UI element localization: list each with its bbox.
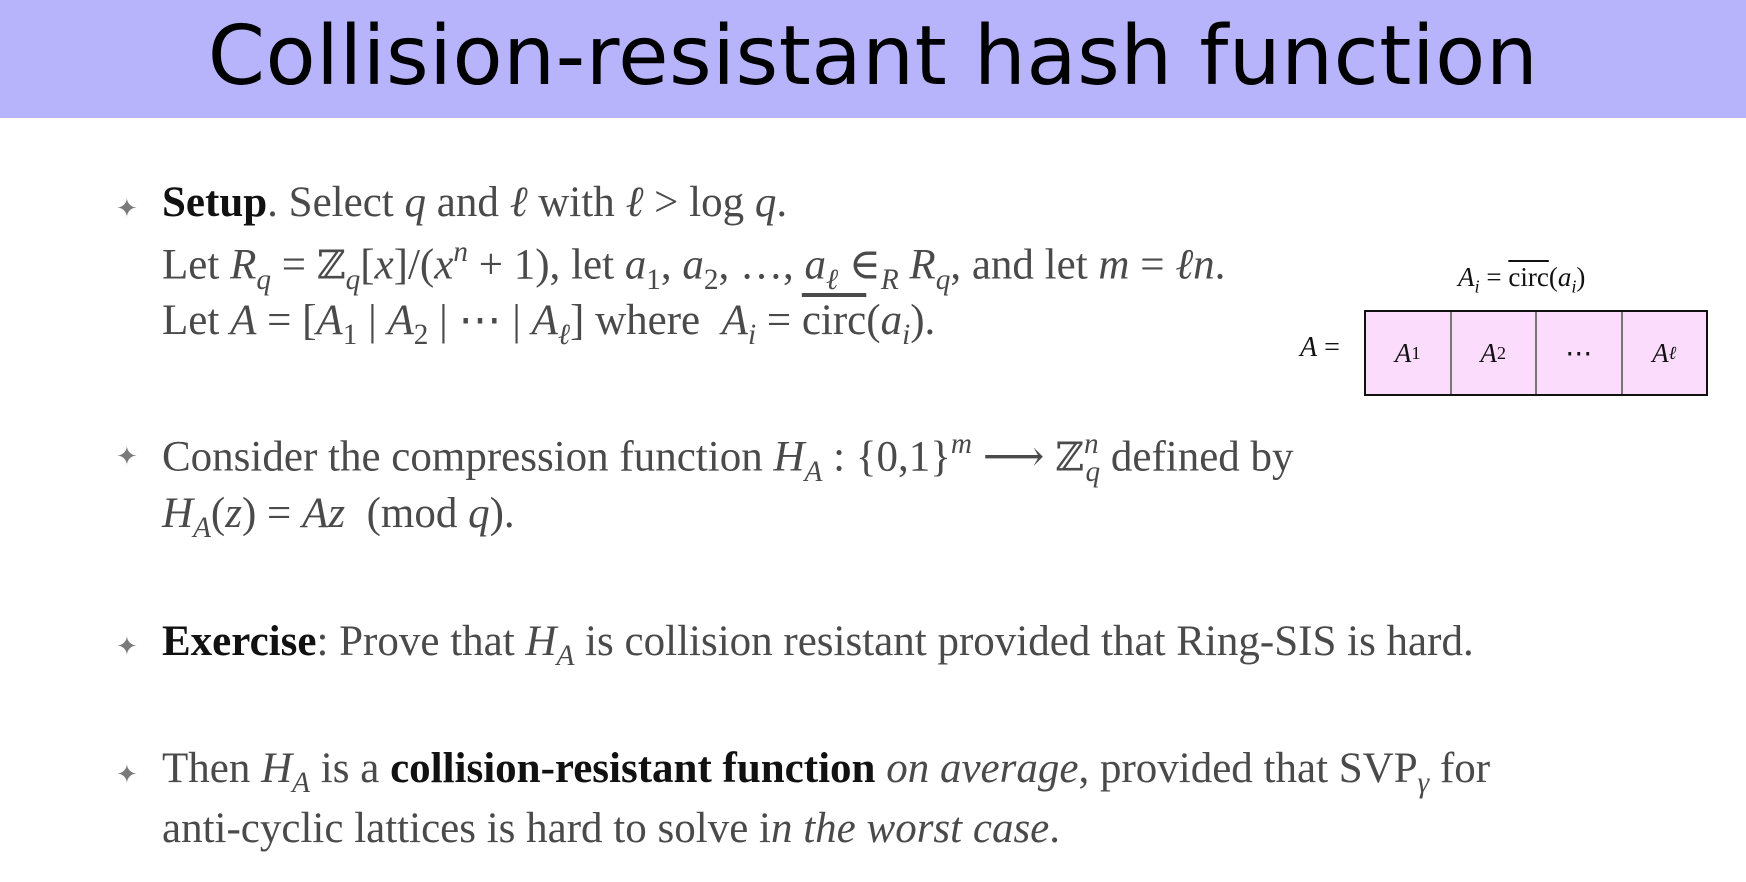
bullet-1-line-1 — [162, 178, 787, 227]
italic-term: on average — [886, 745, 1079, 792]
diagram-caption: $A_i$ = $circ(a_i)$ — [1458, 262, 1586, 297]
matrix-cell-a1: A 1 — [1366, 312, 1452, 394]
bullet-marker-icon: ✦ — [116, 194, 138, 223]
diagram-label: A = — [1300, 332, 1340, 363]
matrix-blocks — [1364, 310, 1708, 396]
title-bar — [0, 0, 1746, 118]
bullet-4-line-1: Then $H_A$ is a collision-resistant function on average, provided that $SVP_\gamma$ for — [162, 745, 1491, 800]
bullet-3-line-1: Exercise: Prove that $H_A$ is collision resistant provided that Ring-SIS is hard. — [162, 618, 1474, 673]
setup-label: Setup — [162, 179, 268, 226]
bullet-4-line-2-end: . — [1049, 805, 1061, 852]
matrix-cell-a2: A 2 — [1452, 312, 1538, 394]
matrix-cell-dots: ⋯ — [1537, 312, 1623, 394]
exercise-label: Exercise — [162, 618, 317, 665]
bullet-1-line-1-rendered: . Select q and ℓ with ℓ > log q. — [267, 179, 788, 226]
bullet-4-line-2-start: anti-cyclic lattices is hard to solve i — [162, 805, 771, 852]
bullet-2-line-2: $H_A(z) = Az$ (mod q). — [162, 490, 515, 545]
matrix-cell-al: A ℓ — [1623, 312, 1707, 394]
bullet-1-line-2: Let $R_q$ = $ℤ_q[x]/(x^n + 1)$, let $a_1$, $a_2$, …, $a_\ell$ $\in_R$ $R_q$, and let m = ℓn. — [162, 236, 1226, 296]
bullet-4-line-2 — [162, 804, 1060, 853]
bullet-marker-icon: ✦ — [116, 760, 138, 789]
bullet-1-line-3: Let $A = [A_1$ | $A_2$ | ⋯ | $A_\ell$] where $A_i$ = $circ(a_i)$. — [162, 297, 936, 352]
bullet-marker-icon: ✦ — [116, 442, 138, 471]
slide-title: Collision-resistant hash function — [207, 8, 1539, 104]
bold-term: collision-resistant function — [390, 745, 876, 792]
bullet-marker-icon: ✦ — [116, 632, 138, 661]
bullet-2-line-1: Consider the compression function $H_A$ : $\{0,1\}^m$ ⟶ ℤ$^n_q$ defined by — [162, 428, 1294, 488]
bullet-4-line-2-italic: n the worst case — [770, 805, 1050, 852]
